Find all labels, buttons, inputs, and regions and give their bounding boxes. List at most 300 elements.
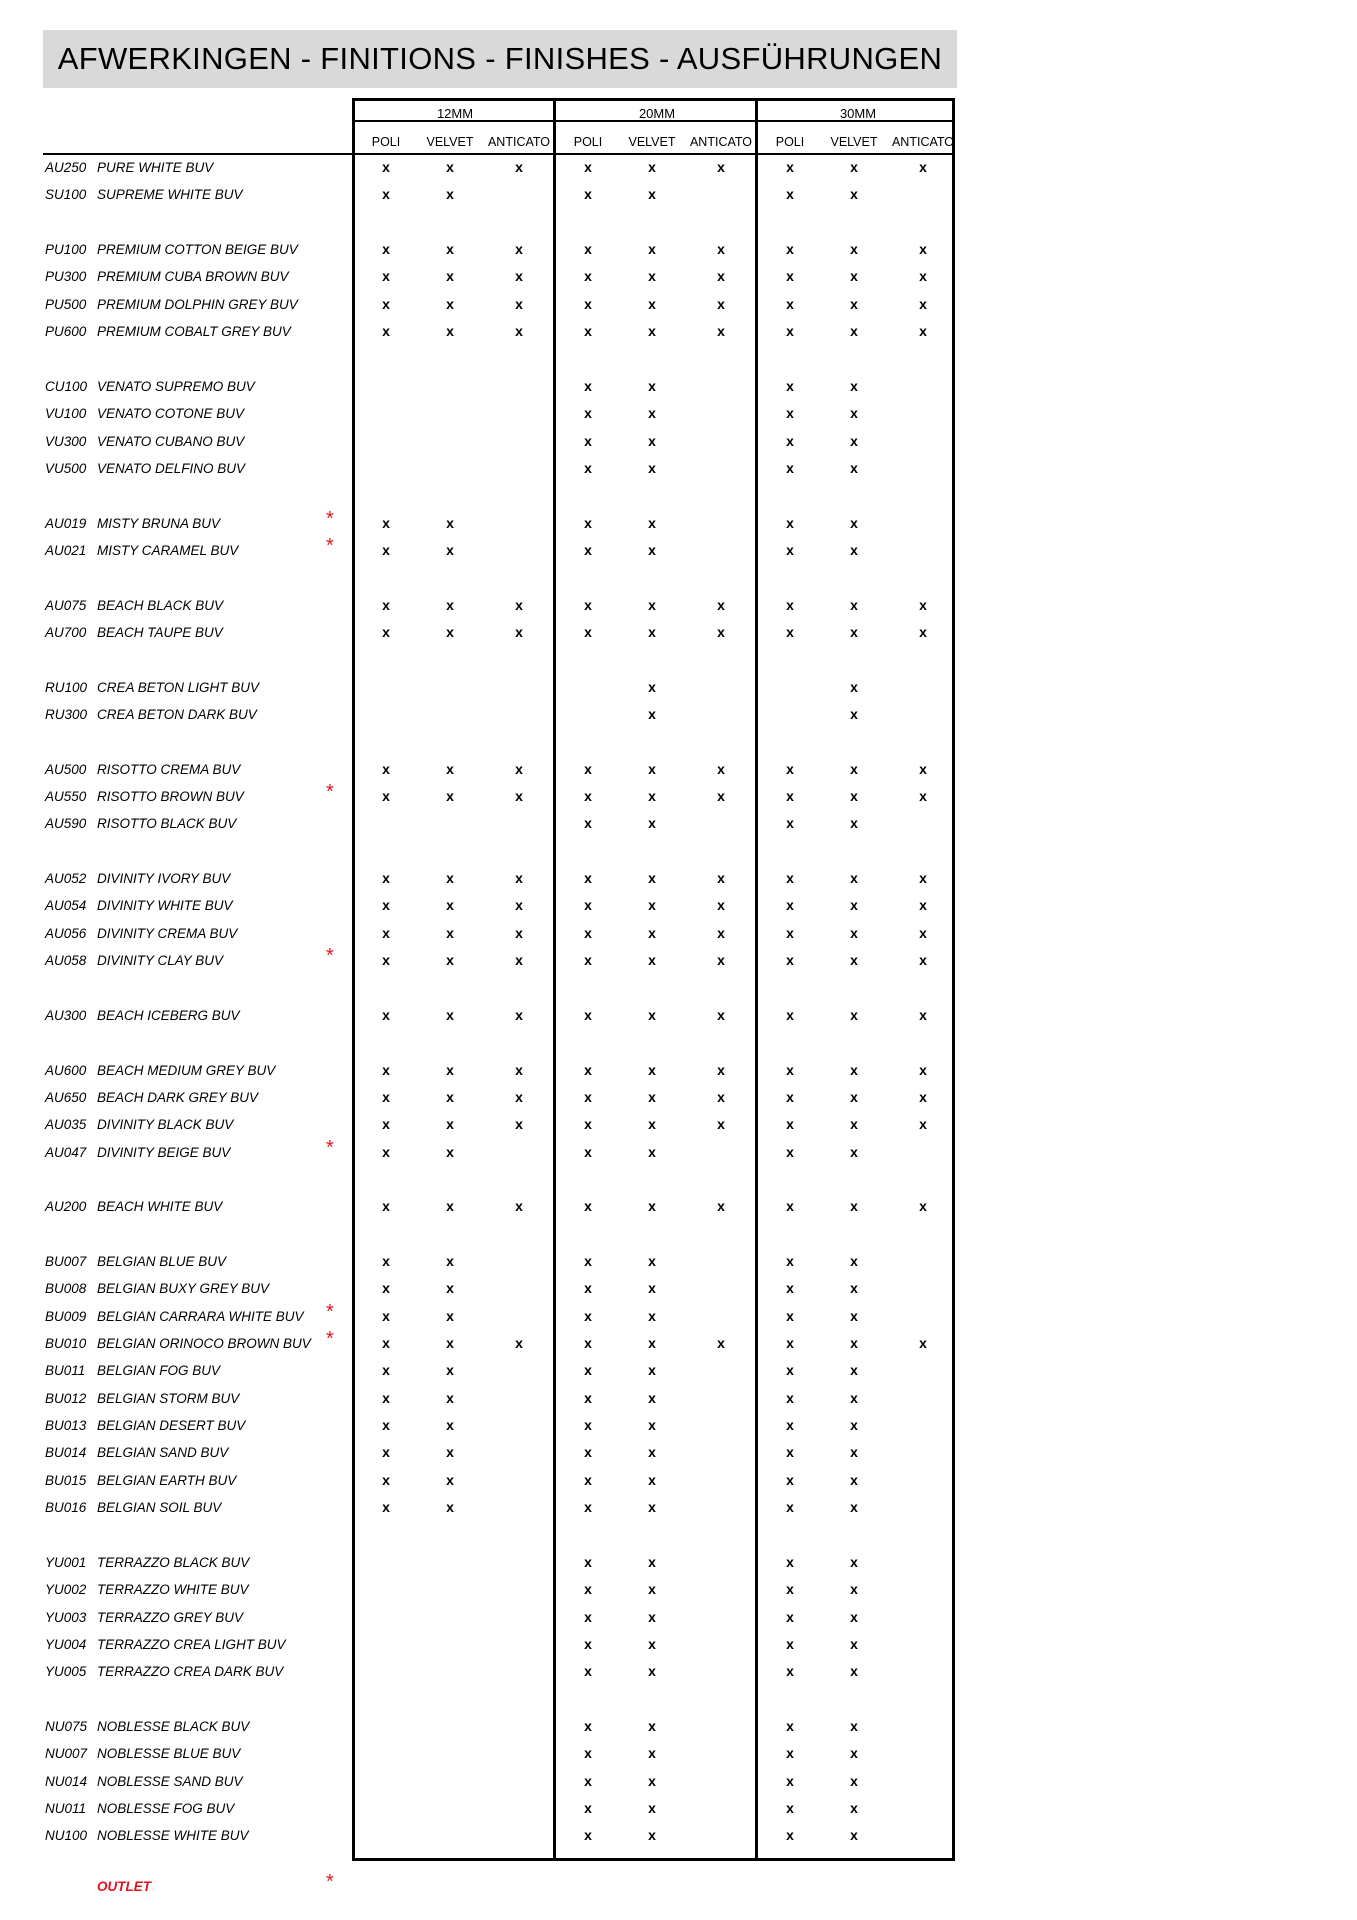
group-header-20mm: 20MM [638,106,676,121]
product-code: SU100 [45,187,87,203]
availability-mark: x [515,788,523,805]
availability-mark: x [786,377,794,394]
table-row [0,318,1357,345]
product-name: NOBLESSE BLACK BUV [97,1718,250,1734]
availability-mark: x [786,1335,794,1352]
availability-mark: x [850,1253,858,1269]
availability-mark: x [584,1061,592,1078]
availability-mark: x [717,1335,725,1352]
availability-mark: x [850,1389,858,1406]
availability-mark: x [648,760,656,777]
product-code: YU004 [45,1636,87,1652]
availability-mark: x [584,1362,592,1379]
table-row [0,920,1357,947]
availability-mark: x [584,1827,592,1844]
availability-mark: x [584,815,592,832]
availability-mark: x [515,1088,523,1105]
availability-mark: x [446,1198,454,1215]
availability-mark: x [446,788,454,805]
availability-mark: x [446,268,454,285]
availability-mark: x [584,241,592,258]
availability-mark: x [786,760,794,777]
product-code: AU300 [45,1007,87,1023]
product-code: BU009 [45,1308,87,1324]
outlet-marker: * [326,1136,334,1159]
product-code: AU056 [45,925,87,941]
availability-mark: x [717,897,725,914]
availability-mark: x [382,186,390,203]
availability-mark: x [446,1143,454,1160]
availability-mark: x [850,1663,858,1680]
availability-mark: x [382,1280,390,1297]
availability-mark: x [786,815,794,832]
availability-mark: x [786,1772,794,1789]
availability-mark: x [786,295,794,312]
availability-mark: x [850,678,858,695]
availability-mark: x [648,897,656,914]
availability-mark: x [382,1389,390,1406]
availability-mark: x [584,1253,592,1269]
availability-mark: x [584,1717,592,1734]
availability-mark: x [648,870,656,887]
availability-mark: x [786,432,794,449]
product-name: PREMIUM COTTON BEIGE BUV [97,242,298,258]
table-row [0,756,1357,783]
availability-mark: x [850,1581,858,1598]
availability-mark: x [382,897,390,914]
table-row [0,1576,1357,1603]
product-code: VU100 [45,406,87,422]
availability-mark: x [850,788,858,805]
table-row [0,1300,1357,1330]
availability-mark: x [584,459,592,476]
table-row [0,428,1357,455]
availability-mark: x [648,788,656,805]
availability-mark: x [919,295,927,312]
availability-mark: x [648,1198,656,1215]
availability-mark: x [382,514,390,531]
availability-mark: x [786,159,794,175]
availability-mark: x [786,1389,794,1406]
availability-mark: x [919,760,927,777]
table-row [0,373,1357,400]
availability-mark: x [717,268,725,285]
availability-mark: x [786,623,794,640]
availability-mark: x [648,1143,656,1160]
table-row [0,1822,1357,1849]
outlet-marker: * [326,534,334,557]
table-row [0,1439,1357,1466]
availability-mark: x [515,159,523,175]
availability-mark: x [382,623,390,640]
availability-mark: x [382,1335,390,1352]
availability-mark: x [850,623,858,640]
product-code: BU016 [45,1500,87,1516]
availability-mark: x [786,1553,794,1570]
availability-mark: x [850,1280,858,1297]
availability-mark: x [515,1006,523,1023]
availability-mark: x [850,159,858,175]
availability-mark: x [786,1307,794,1324]
availability-mark: x [515,924,523,941]
table-row [0,507,1357,537]
table-row [0,291,1357,318]
product-name: VENATO DELFINO BUV [97,460,246,476]
availability-mark: x [584,1198,592,1215]
product-code: YU005 [45,1664,87,1680]
availability-mark: x [648,1717,656,1734]
availability-mark: x [919,1061,927,1078]
product-name: MISTY BRUNA BUV [97,515,221,531]
table-row [0,1740,1357,1767]
availability-mark: x [850,1444,858,1461]
product-code: NU100 [45,1828,88,1844]
availability-mark: x [648,1800,656,1816]
availability-mark: x [786,952,794,969]
outlet-marker: * [326,1328,334,1351]
availability-mark: x [382,1471,390,1488]
availability-mark: x [850,241,858,258]
finish-header-20mm-anticato: ANTICATO [689,135,753,149]
product-name: DIVINITY CLAY BUV [97,953,224,969]
availability-mark: x [648,186,656,203]
availability-mark: x [382,1253,390,1269]
availability-mark: x [515,952,523,969]
product-name: VENATO CUBANO BUV [97,433,245,449]
availability-mark: x [850,706,858,722]
availability-mark: x [382,870,390,887]
availability-mark: x [584,1800,592,1816]
product-code: NU011 [45,1801,87,1816]
availability-mark: x [850,268,858,285]
product-name: PREMIUM COBALT GREY BUV [97,324,291,340]
availability-mark: x [446,241,454,258]
product-name: TERRAZZO CREA DARK BUV [97,1664,284,1680]
availability-mark: x [850,1307,858,1324]
availability-mark: x [648,405,656,422]
availability-mark: x [382,1143,390,1160]
availability-mark: x [850,1362,858,1379]
product-code: AU650 [45,1089,87,1105]
availability-mark: x [382,1061,390,1078]
finish-header-20mm-velvet: VELVET [628,135,676,149]
availability-mark: x [648,1772,656,1789]
availability-mark: x [382,268,390,285]
table-row [0,674,1357,701]
availability-mark: x [515,1198,523,1215]
finish-header-30mm-anticato: ANTICATO [891,135,955,149]
availability-mark: x [515,623,523,640]
availability-mark: x [515,897,523,914]
availability-mark: x [919,1116,927,1133]
outlet-legend-label: OUTLET [97,1879,151,1894]
availability-mark: x [584,295,592,312]
availability-mark: x [446,159,454,175]
table-row [0,154,1357,181]
availability-mark: x [717,159,725,175]
availability-mark: x [446,541,454,558]
availability-mark: x [648,1444,656,1461]
product-name: PURE WHITE BUV [97,160,214,175]
availability-mark: x [584,1335,592,1352]
availability-mark: x [648,432,656,449]
table-row [0,1795,1357,1822]
product-code: PU100 [45,242,87,258]
table-row [0,1467,1357,1494]
availability-mark: x [786,1088,794,1105]
product-code: BU013 [45,1418,87,1434]
product-name: TERRAZZO GREY BUV [97,1609,244,1625]
availability-mark: x [919,1198,927,1215]
table-row [0,1658,1357,1685]
availability-mark: x [648,1307,656,1324]
availability-mark: x [382,1499,390,1516]
product-code: AU500 [45,761,87,777]
product-name: RISOTTO CREMA BUV [97,761,241,777]
table-row [0,1604,1357,1631]
availability-mark: x [850,295,858,312]
availability-mark: x [584,1143,592,1160]
availability-mark: x [919,241,927,258]
availability-mark: x [446,870,454,887]
availability-mark: x [648,1116,656,1133]
availability-mark: x [648,241,656,258]
availability-mark: x [786,1663,794,1680]
availability-mark: x [717,1006,725,1023]
outlet-marker: * [326,507,334,530]
product-code: NU014 [45,1773,88,1789]
finish-header-12mm-velvet: VELVET [426,135,474,149]
availability-mark: x [584,1772,592,1789]
availability-mark: x [648,459,656,476]
availability-mark: x [584,1006,592,1023]
availability-mark: x [648,377,656,394]
table-row [0,810,1357,837]
availability-mark: x [648,1253,656,1269]
product-name: NOBLESSE FOG BUV [97,1801,235,1816]
product-code: AU590 [45,816,87,832]
table-row [0,1494,1357,1521]
product-code: PU300 [45,269,87,285]
availability-mark: x [648,1280,656,1297]
product-code: AU058 [45,953,87,969]
availability-mark: x [786,1061,794,1078]
availability-mark: x [515,760,523,777]
availability-mark: x [584,541,592,558]
product-code: AU035 [45,1117,87,1133]
availability-mark: x [919,268,927,285]
availability-mark: x [850,541,858,558]
availability-mark: x [382,323,390,340]
product-name: BELGIAN DESERT BUV [97,1418,246,1434]
availability-mark: x [446,1499,454,1516]
availability-mark: x [446,1253,454,1269]
table-row [0,1057,1357,1084]
table-row [0,865,1357,892]
product-name: BEACH BLACK BUV [97,597,224,613]
availability-mark: x [850,405,858,422]
table-row [0,1248,1357,1275]
availability-mark: x [786,1006,794,1023]
availability-mark: x [584,1307,592,1324]
product-code: AU200 [45,1199,87,1215]
product-name: DIVINITY BEIGE BUV [97,1144,231,1160]
product-name: NOBLESSE WHITE BUV [97,1828,249,1844]
availability-mark: x [850,1417,858,1434]
availability-mark: x [648,1006,656,1023]
availability-mark: x [382,760,390,777]
availability-mark: x [919,159,927,175]
product-code: BU011 [45,1363,86,1379]
availability-mark: x [648,678,656,695]
table-row [0,619,1357,646]
product-name: BEACH DARK GREY BUV [97,1089,259,1105]
product-name: BEACH WHITE BUV [97,1199,223,1215]
availability-mark: x [446,924,454,941]
availability-mark: x [717,1116,725,1133]
availability-mark: x [648,159,656,175]
product-code: YU001 [45,1554,87,1570]
product-name: SUPREME WHITE BUV [97,187,243,203]
availability-mark: x [850,514,858,531]
availability-mark: x [850,897,858,914]
availability-mark: x [648,1553,656,1570]
product-name: BELGIAN FOG BUV [97,1363,221,1379]
availability-mark: x [786,1198,794,1215]
availability-mark: x [446,1471,454,1488]
availability-mark: x [786,1499,794,1516]
availability-mark: x [446,1362,454,1379]
availability-mark: x [850,815,858,832]
product-code: YU002 [45,1582,87,1598]
product-name: CREA BETON DARK BUV [97,707,257,722]
table-row [0,534,1357,564]
availability-mark: x [919,897,927,914]
availability-mark: x [850,432,858,449]
product-name: CREA BETON LIGHT BUV [97,679,260,695]
table-row [0,1084,1357,1111]
availability-mark: x [446,623,454,640]
availability-mark: x [446,1280,454,1297]
availability-mark: x [850,1635,858,1652]
availability-mark: x [648,514,656,531]
availability-mark: x [786,459,794,476]
availability-mark: x [584,186,592,203]
product-name: MISTY CARAMEL BUV [97,542,239,558]
availability-mark: x [919,924,927,941]
availability-mark: x [584,1116,592,1133]
availability-mark: x [786,241,794,258]
availability-mark: x [717,295,725,312]
availability-mark: x [446,1335,454,1352]
product-code: PU500 [45,296,87,312]
product-name: BELGIAN EARTH BUV [97,1472,237,1488]
availability-mark: x [382,1362,390,1379]
availability-mark: x [382,596,390,613]
finish-header-12mm-poli: POLI [371,135,401,149]
availability-mark: x [648,323,656,340]
availability-mark: x [446,1417,454,1434]
availability-mark: x [515,268,523,285]
availability-mark: x [648,1581,656,1598]
availability-mark: x [786,596,794,613]
availability-mark: x [648,1417,656,1434]
product-name: RISOTTO BLACK BUV [97,816,237,832]
availability-mark: x [786,1827,794,1844]
availability-mark: x [919,623,927,640]
availability-mark: x [584,1581,592,1598]
group-header-12mm: 12MM [436,106,474,121]
product-name: RISOTTO BROWN BUV [97,789,244,805]
availability-mark: x [446,1088,454,1105]
availability-mark: x [515,295,523,312]
availability-mark: x [446,897,454,914]
product-name: PREMIUM CUBA BROWN BUV [97,269,289,285]
availability-mark: x [786,788,794,805]
product-code: AU600 [45,1062,87,1078]
availability-mark: x [584,623,592,640]
availability-mark: x [717,788,725,805]
availability-mark: x [919,788,927,805]
availability-mark: x [648,1499,656,1516]
availability-mark: x [382,159,390,175]
product-name: NOBLESSE SAND BUV [97,1773,243,1789]
availability-mark: x [515,1335,523,1352]
availability-mark: x [786,897,794,914]
availability-mark: x [786,405,794,422]
availability-mark: x [786,1581,794,1598]
outlet-marker: * [326,781,334,804]
product-name: VENATO COTONE BUV [97,406,245,422]
availability-mark: x [446,186,454,203]
availability-mark: x [648,1088,656,1105]
product-code: NU075 [45,1718,88,1734]
product-code: AU047 [45,1144,87,1160]
availability-mark: x [717,870,725,887]
availability-mark: x [648,952,656,969]
availability-mark: x [850,1335,858,1352]
availability-mark: x [648,1635,656,1652]
availability-mark: x [584,1417,592,1434]
product-name: BELGIAN SAND BUV [97,1445,229,1461]
table-row [0,1549,1357,1576]
finish-header-20mm-poli: POLI [573,135,603,149]
availability-mark: x [382,1307,390,1324]
product-code: RU100 [45,679,88,695]
availability-mark: x [584,1444,592,1461]
availability-mark: x [584,159,592,175]
availability-mark: x [648,706,656,722]
availability-mark: x [717,924,725,941]
availability-mark: x [515,596,523,613]
availability-mark: x [717,623,725,640]
table-row [0,236,1357,263]
availability-mark: x [515,241,523,258]
availability-mark: x [648,1471,656,1488]
availability-mark: x [584,1608,592,1625]
table-row [0,1412,1357,1439]
availability-mark: x [648,815,656,832]
table-row [0,263,1357,290]
availability-mark: x [648,1745,656,1762]
availability-mark: x [786,1444,794,1461]
outlet-marker: * [326,1300,334,1323]
availability-mark: x [850,459,858,476]
title-banner [43,30,957,88]
availability-mark: x [446,1006,454,1023]
table-row [0,1713,1357,1740]
availability-mark: x [850,1116,858,1133]
